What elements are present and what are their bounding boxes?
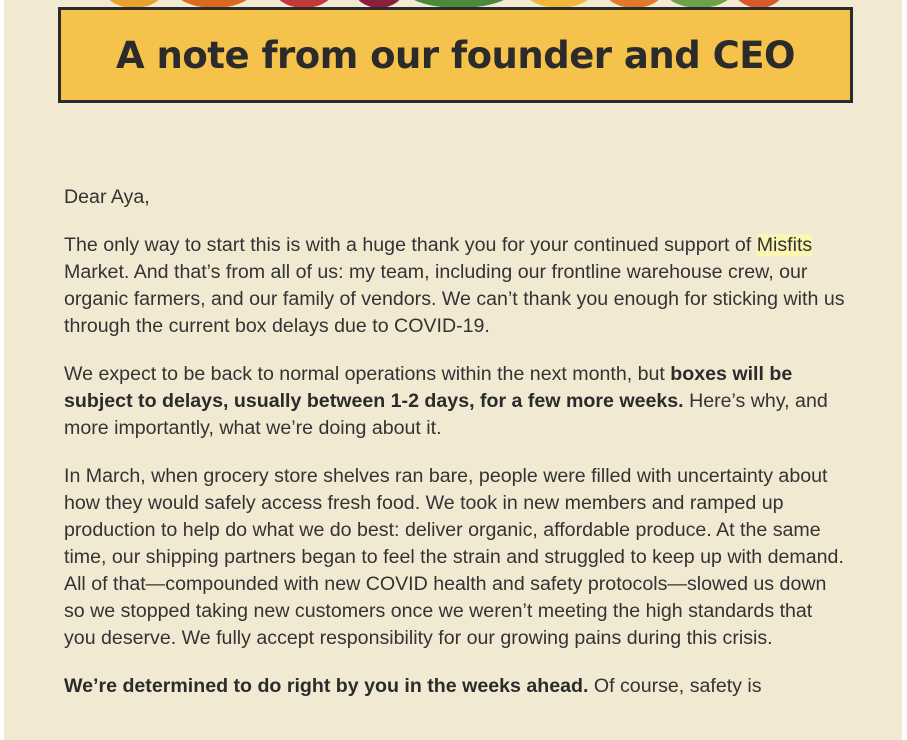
banner-title: A note from our founder and CEO bbox=[116, 33, 795, 77]
banner bbox=[58, 7, 853, 103]
paragraph-determined bbox=[64, 673, 849, 700]
p1-text-after: Market. And that’s from all of us: my team, including our frontline warehouse crew, our organic farmers, and our family of vendors. We can’t thank you enough for sticking with us through the current box delays due to COVID-19. bbox=[64, 261, 845, 337]
paragraph-delays bbox=[64, 361, 849, 442]
p2-bold-text: boxes will be subject to delays, usually between 1-2 days, for a few more weeks. bbox=[64, 363, 793, 412]
p4-text-after: Of course, safety is bbox=[588, 675, 762, 697]
paragraph-march: In March, when grocery store shelves ran bare, people were filled with uncertainty about how they would safely access fresh food. We took in new members and ramped up production to help do what we do best: deliver organic, affordable produce. At the same time, our shipping partners began to feel the strain and struggled to keep up with demand. All of that—compounded with new COVID health and safety protocols—slowed us down so we stopped taking new customers once we weren’t meeting the high standards that you deserve. We fully accept responsibility for our growing pains during this crisis. bbox=[64, 465, 844, 649]
email-body bbox=[4, 0, 902, 740]
paragraph-thank-you bbox=[64, 232, 849, 340]
greeting: Dear Aya, bbox=[64, 186, 150, 208]
p1-text-before: The only way to start this is with a huge thank you for your continued support of bbox=[64, 234, 757, 256]
p2-text-before: We expect to be back to normal operations within the next month, but bbox=[64, 363, 671, 385]
p2-text-after: Here’s why, and more importantly, what we’re doing about it. bbox=[64, 390, 828, 439]
brand-highlight: Misfits bbox=[756, 234, 813, 256]
p4-bold-text: We’re determined to do right by you in the weeks ahead. bbox=[64, 675, 589, 697]
letter-content bbox=[64, 184, 849, 721]
